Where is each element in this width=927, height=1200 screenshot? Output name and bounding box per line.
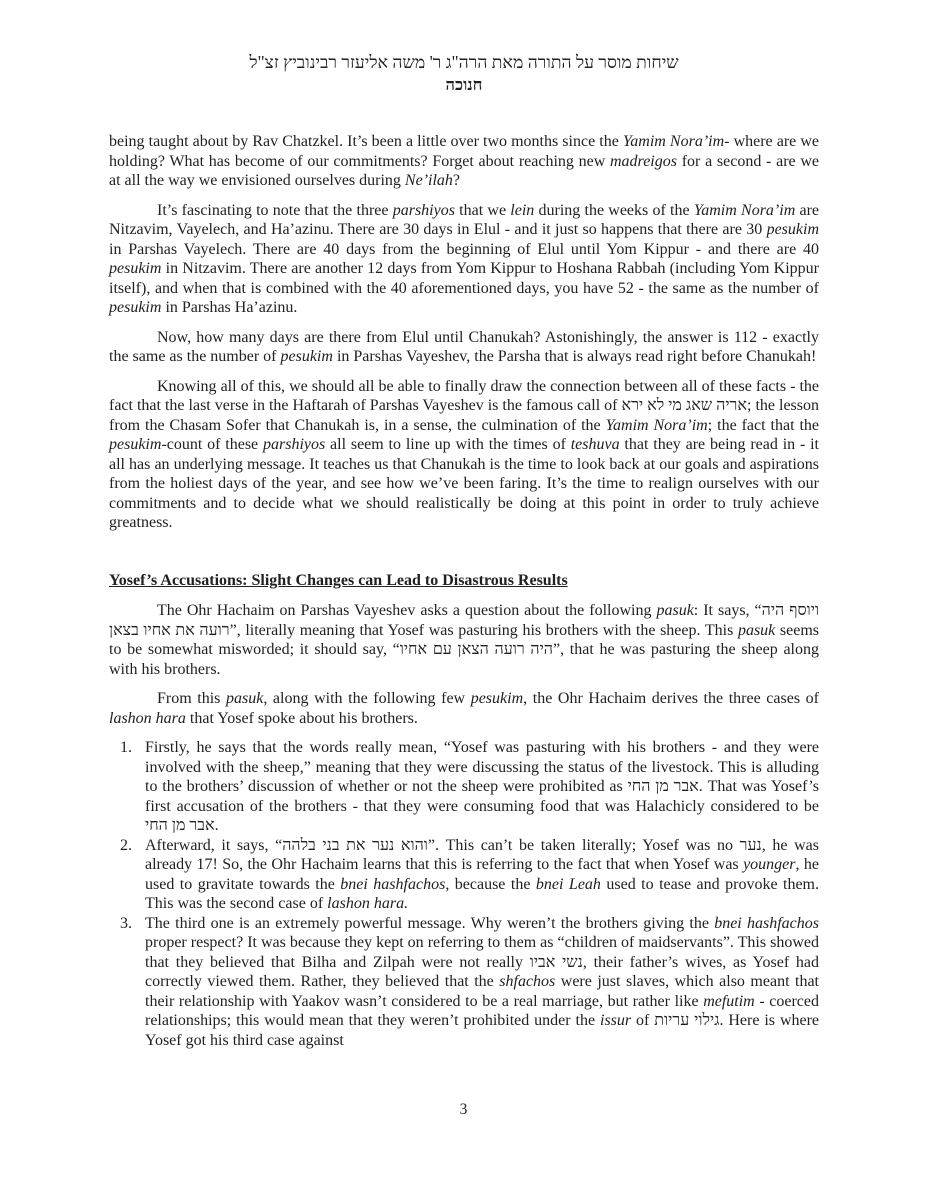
list-item — [109, 738, 819, 836]
document-header — [109, 50, 819, 96]
section-heading: Yosef’s Accusations: Slight Changes can Lead to Disastrous Results — [109, 571, 568, 589]
list-item-number: 1. — [120, 739, 132, 756]
paragraph-4: Knowing all of this, we should all be able to finally draw the connection between all of these facts - the fact that the last verse in the Haftarah of Parshas Vayeshev is the famous call of אריה שאג מי לא ירא; the lesson from the Chasam Sofer that Chanukah is, in a sense, the culmination of the Yamim Nora’im; the fact that the pesukim-count of these parshiyos all seem to line up with the times of teshuva that they are being read in - it all has an underlying message. It teaches us that Chanukah is the time to look back at our goals and aspirations from the holiest days of the year, and see how we’ve been faring. It’s the time to realign ourselves with our commitments and to decide what we should realistically be doing at this point in order to truly achieve greatness. — [109, 377, 819, 531]
paragraph-5: The Ohr Hachaim on Parshas Vayeshev asks a question about the following pasuk: It says, “ויוסף היה רועה את אחיו בצאן”, literally meaning that Yosef was pasturing his brothers with the sheep. This pasuk seems to be somewhat misworded; it should say, “היה רועה הצאן עם אחיו”, that he was pasturing the sheep along with his brothers. — [109, 602, 820, 678]
document-subtitle-hebrew: חנוכה — [445, 75, 483, 94]
document-title-hebrew: שיחות מוסר על התורה מאת הרה"ג ר' משה אליעזר רבינוביץ זצ"ל — [249, 52, 679, 72]
page-content — [109, 0, 819, 1050]
list-item-text: Firstly, he says that the words really mean, “Yosef was pasturing with his brothers - and they were involved with the sheep,” meaning that they were discussing the status of the livestock. This is alluding to the brothers’ discussion of whether or not the sheep were prohibited as אבר מן החי. That was Yosef’s first accusation of the brothers - that they were consuming food that was Halachicly considered to be אבר מן החי. — [145, 739, 820, 834]
document-body — [109, 132, 819, 1050]
paragraph-6: From this pasuk, along with the following few pesukim, the Ohr Hachaim derives the three cases of lashon hara that Yosef spoke about his brothers. — [109, 690, 819, 727]
paragraph-1: being taught about by Rav Chatzkel. It’s been a little over two months since the Yamim Nora’im- where are we holding? What has become of our commitments? Forget about reaching new madreigos for a second - are we at all the way we envisioned ourselves during Ne’ilah? — [109, 133, 820, 189]
list-item-text: The third one is an extremely powerful message. Why weren’t the brothers giving the bnei hashfachos proper respect? It was because they kept on referring to them as “children of maidservants”. This showed that they believed that Bilha and Zilpah were not really נשי אביו, their father’s wives, as Yosef had correctly viewed them. Rather, they believed that the shfachos were just slaves, which also meant that their relationship with Yaakov wasn’t considered to be a real marriage, but rather like mefutim - coerced relationships; this would mean that they weren’t prohibited under the issur of גילוי עריות. Here is where Yosef got his third case against — [145, 914, 820, 1049]
list-item — [109, 914, 819, 1051]
list-item-number: 3. — [120, 914, 132, 932]
numbered-list — [109, 738, 819, 1050]
list-item-number: 2. — [120, 836, 132, 854]
page-number: 3 — [459, 1101, 468, 1118]
paragraph-3: Now, how many days are there from Elul until Chanukah? Astonishingly, the answer is 112 - exactly the same as the number of pesukim in Parshas Vayeshev, the Parsha that is always read right before Chanukah! — [109, 328, 819, 365]
paragraph-2: It’s fascinating to note that the three parshiyos that we lein during the weeks of the Yamim Nora’im are Nitzavim, Vayelech, and Ha’azinu. There are 30 days in Elul - and it just so happens that there are 30 pesukim in Parshas Vayelech. There are 40 days from the beginning of Elul until Yom Kippur - and there are 40 pesukim in Nitzavim. There are another 12 days from Yom Kippur to Hoshana Rabbah (including Yom Kippur itself), and when that is combined with the 40 aforementioned days, you have 52 - the same as the number of pesukim in Parshas Ha’azinu. — [109, 201, 820, 316]
list-item — [109, 836, 819, 914]
list-item-text: Afterward, it says, “והוא נער את בני בלהה”. This can’t be taken literally; Yosef was no נער, he was already 17! So, the Ohr Hachaim learns that this is referring to the fact that when Yosef was younger, he used to gravitate towards the bnei hashfachos, because the bnei Leah used to tease and provoke them. This was the second case of lashon hara. — [145, 836, 820, 912]
